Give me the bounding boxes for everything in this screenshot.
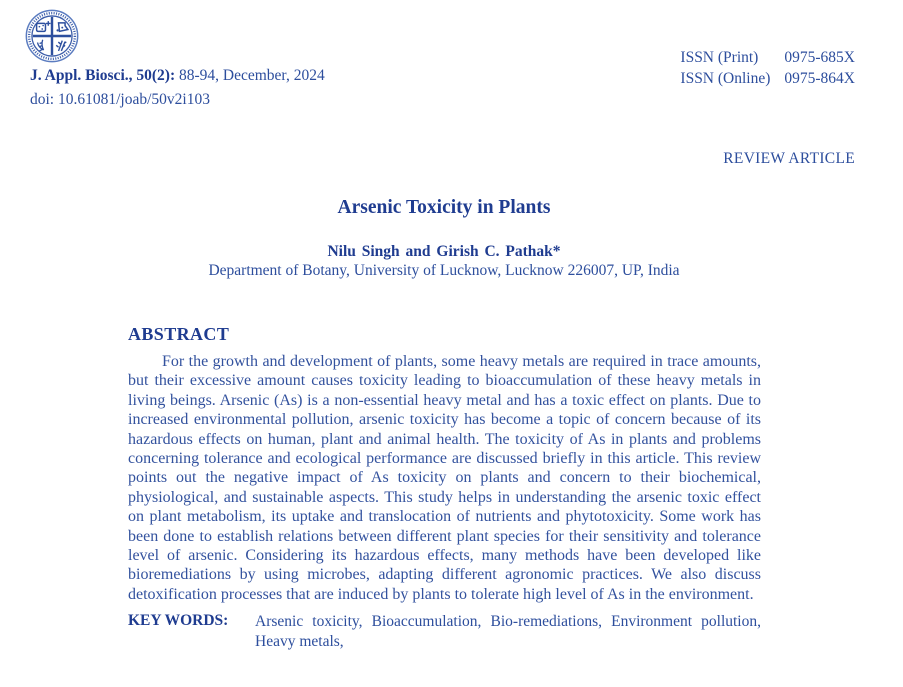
doi-line: doi: 10.61081/joab/50v2i103 xyxy=(30,91,210,108)
journal-seal-icon xyxy=(24,8,80,64)
keywords-text: Arsenic toxicity, Bioaccumulation, Bio-remediations, Environment pollution, Heavy metals, xyxy=(255,613,761,650)
issn-online-value: 0975-864X xyxy=(784,70,855,87)
article-title: Arsenic Toxicity in Plants xyxy=(337,197,551,218)
article-type-label: REVIEW ARTICLE xyxy=(723,150,855,167)
journal-citation-line xyxy=(30,64,325,88)
issn-online-label: ISSN (Online) xyxy=(680,70,771,87)
citation-block xyxy=(30,64,325,112)
abstract-paragraph: For the growth and development of plants, some heavy metals are required in trace amounts, but their excessive amount causes toxicity leading to bioaccumulation of these heavy metals in living beings. Arsenic (As) is a non-essential heavy metal and has a toxic effect on plants. Due to increased environmental pollution, arsenic toxicity has become a topic of concern because of its hazardous effects on human, plant and animal health. The toxicity of As in plants and problems concerning tolerance and ecological performance are discussed briefly in this article. This review points out the negative impact of As toxicity on plants and concern to their biochemical, physiological, and sustainable aspects. This study helps in understanding the arsenic toxic effect on plant metabolism, its uptake and translocation of nutrients and phytotoxicity. Some work has been done to establish relations between different plant species for their sensitivity and tolerance level of arsenic. Considering its hazardous effects, many methods have been developed like bioremediations by using microbes, adapting different agronomic practices. We also discuss detoxification processes that are induced by plants to tolerate high level of As in the environment. xyxy=(128,353,761,603)
journal-citation-bold: J. Appl. Biosci., 50(2): xyxy=(30,67,176,84)
article-affiliation: Department of Botany, University of Lucknow, Lucknow 226007, UP, India xyxy=(208,262,680,279)
issn-block xyxy=(680,47,855,89)
journal-citation-rest: 88-94, December, 2024 xyxy=(175,67,325,84)
article-authors: Nilu Singh and Girish C. Pathak* xyxy=(327,243,561,260)
abstract-heading: ABSTRACT xyxy=(128,324,230,344)
issn-print-label: ISSN (Print) xyxy=(680,49,759,66)
keywords-row xyxy=(128,612,761,652)
issn-print-value: 0975-685X xyxy=(784,49,855,66)
keywords-label: KEY WORDS: xyxy=(128,612,229,629)
